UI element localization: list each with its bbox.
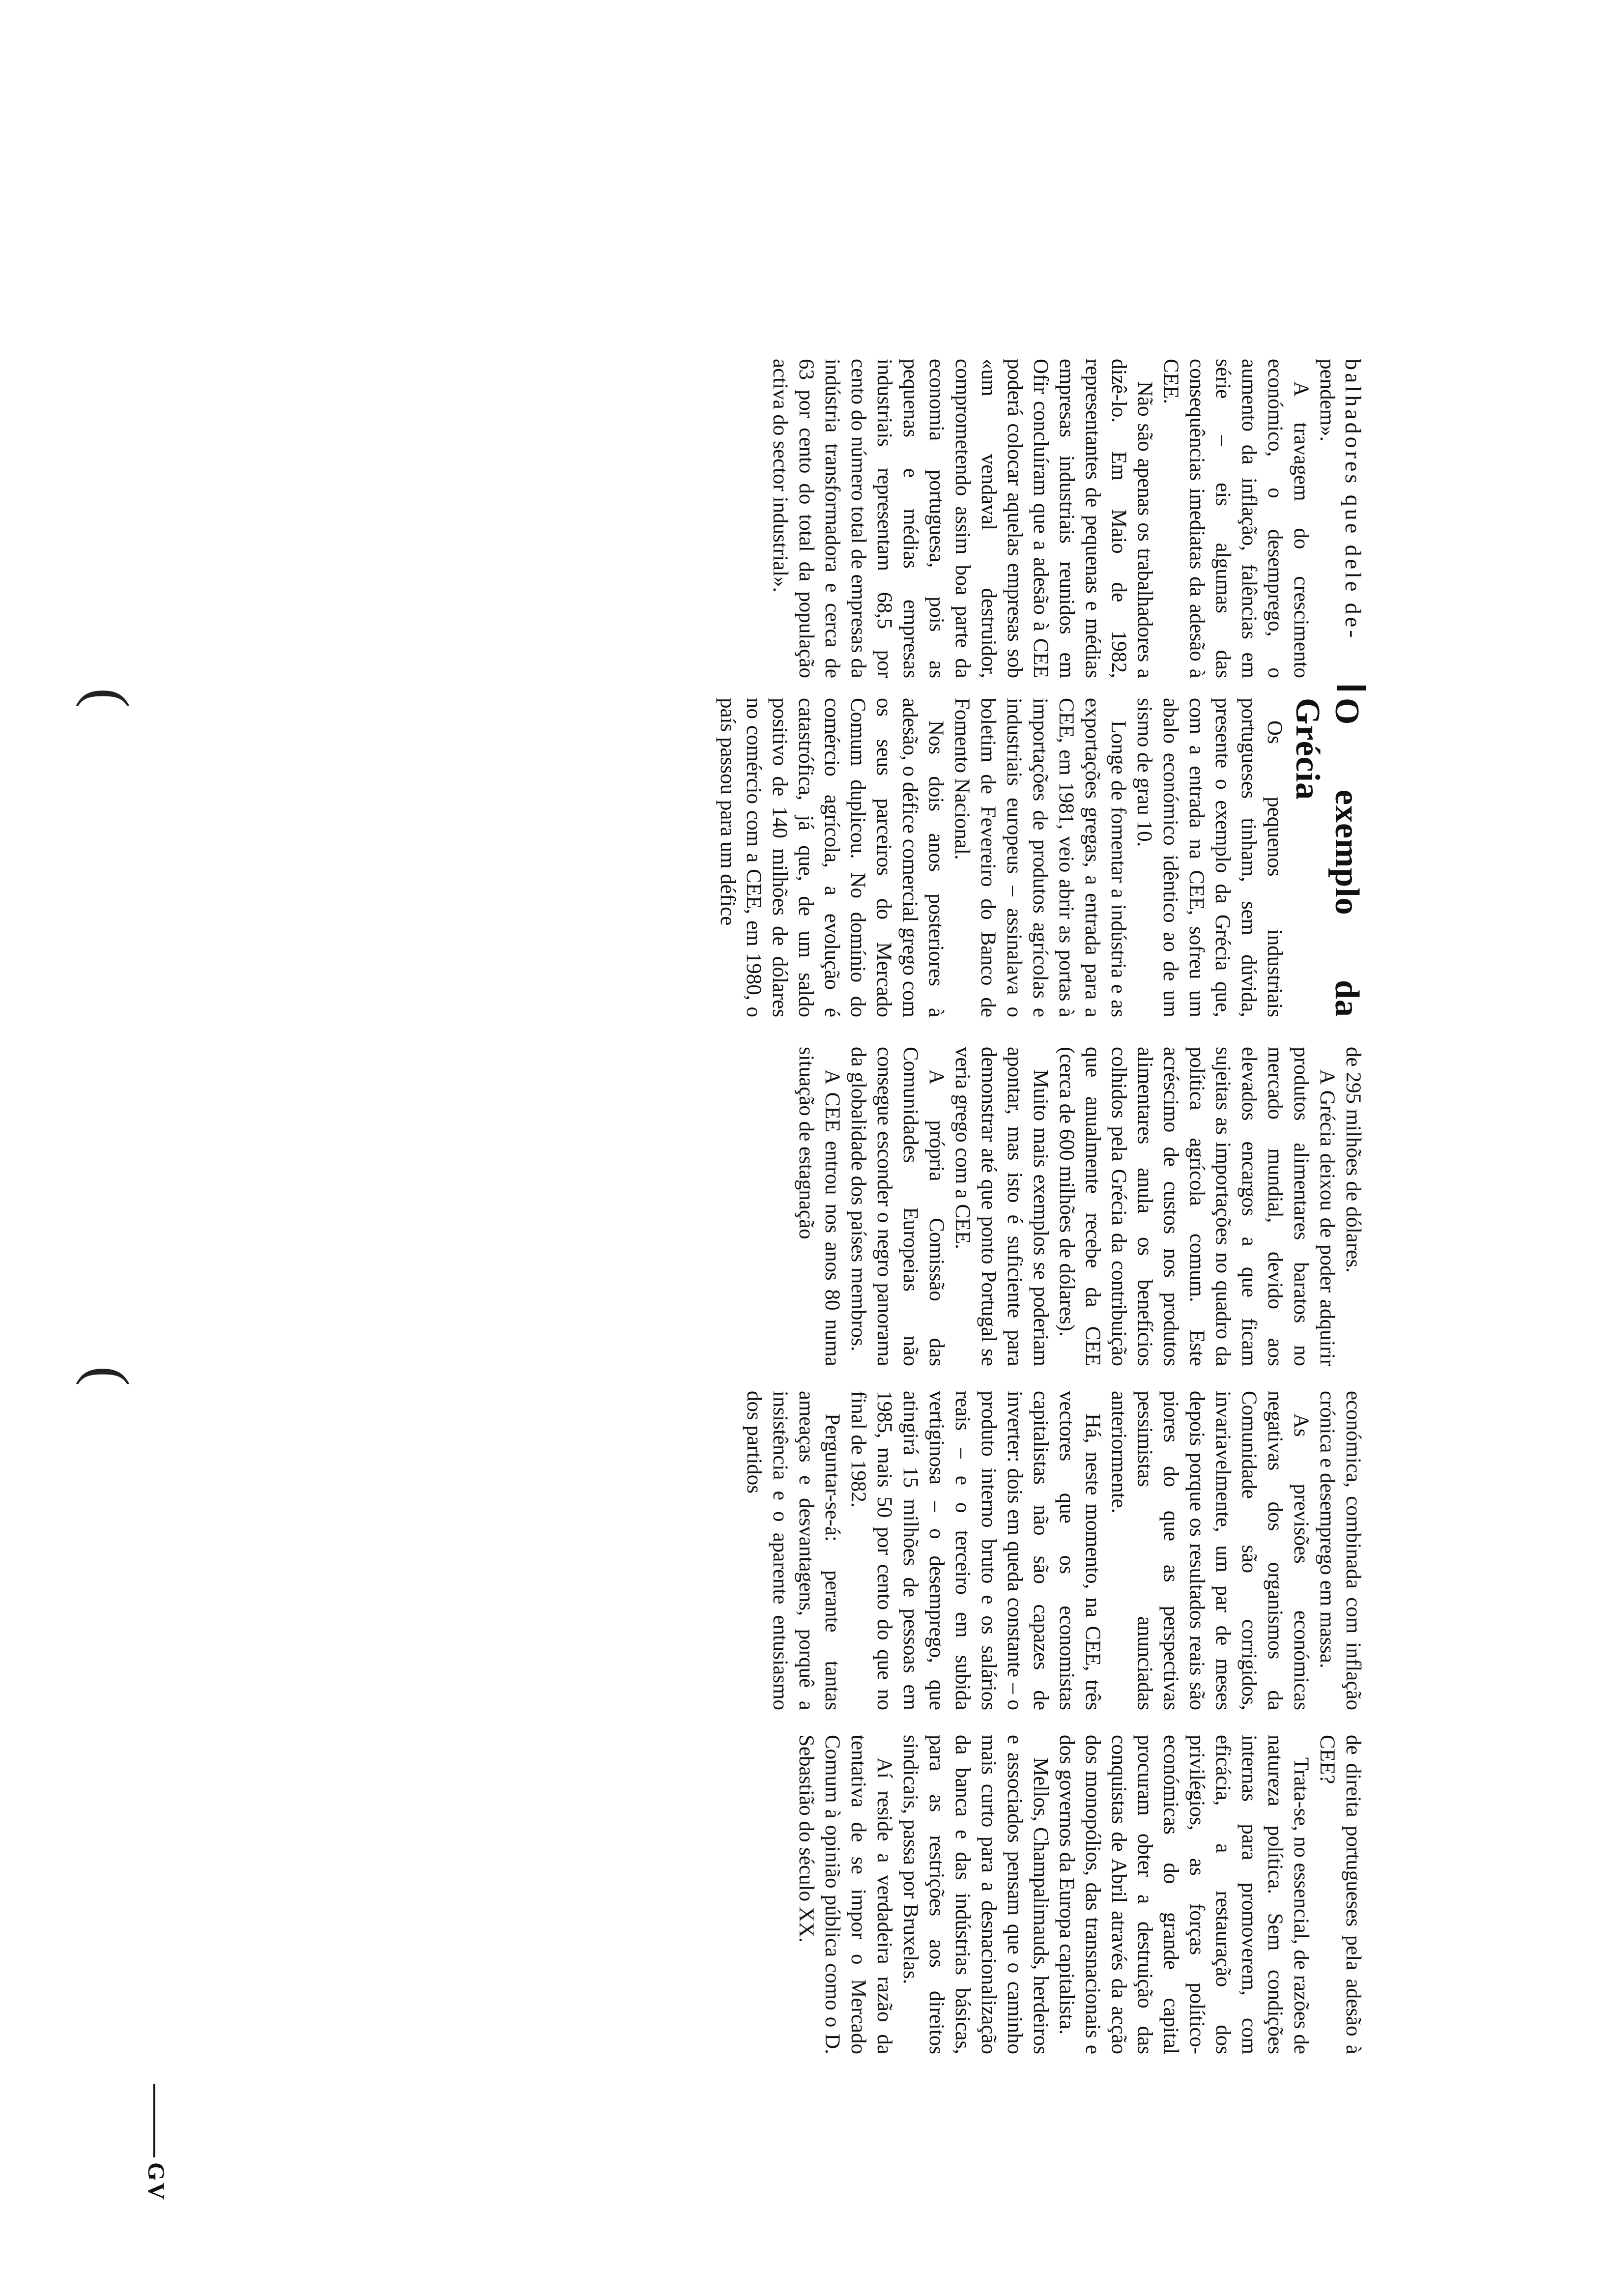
- section-subheading: O exemplo da Grécia: [1289, 698, 1366, 1017]
- paragraph: A própria Comissão das Comunidades Europeias não consegue esconder o negro panorama da globalidade dos países membros.: [847, 1047, 948, 1366]
- column-lead-line: balhadores que dele de-: [1341, 359, 1366, 641]
- paragraph: Aí reside a verdadeira razão da tentativa de se impor o Mercado Comum à opinião pública como o D. Sebastião do século XX.: [795, 1735, 896, 2054]
- article-column-2: [715, 698, 1366, 1017]
- paragraph: Longe de fomentar a indústria e as exportações gregas, a entrada para a CEE, em 1981, veio abrir as portas à importações de produtos agrícolas e industriais europeus – assinalava o boletim de Fevereiro do Banco de Fomento Nacional.: [950, 698, 1130, 1017]
- signature-rule: [153, 2084, 155, 2157]
- paragraph: Muito mais exemplos se poderiam apontar, mas isto é suficiente para demonstrar até que ponto Portugal se veria grego com a CEE.: [951, 1047, 1052, 1366]
- paragraph: de direita portugueses pela adesão à CEE?: [1316, 1735, 1365, 2054]
- paragraph: de 295 milhões de dólares.: [1342, 1047, 1365, 1273]
- article-column-5: [793, 1735, 1366, 2054]
- paragraph: A Grécia deixou de poder adquirir produtos alimentares baratos no mercado mundial, devido aos elevados encargos a que ficam sujeitas as importações no quadro da política agrícola comum. Este acréscimo de custos nos produtos alimentares anula os benefícios colhidos pela Grécia da contribuição que anualmente recebe da CEE (cerca de 600 milhões de dólares).: [1055, 1047, 1339, 1366]
- paragraph: Nos dois anos posteriores à adesão, o défice comercial grego com os seus parceiros do Mercado Comum duplicou. No domínio do comércio agrícola, a evolução é catastrófica, já que, de um saldo positivo de 140 milhões de dólares no comércio com a CEE, em 1980, o país passou para um défice: [716, 698, 948, 1017]
- newspaper-clipping: [29, 344, 1366, 2202]
- paragraph: A CEE entrou nos anos 80 numa situação de estagnação: [795, 1047, 844, 1366]
- scan-crop-mark: (: [76, 1366, 141, 1386]
- paragraph: Os pequenos industriais portugueses tinham, sem dúvida, presente o exemplo da Grécia que, com a entrada na CEE, sofreu um abalo económico idêntico ao de um sismo de grau 10.: [1133, 698, 1286, 1017]
- paragraph: Trata-se, no essencial, de razões de natureza política. Sem condições internas para promoverem, com eficácia, a restauração dos privilégios, as forças político-económicas do grande capital procuram obter a destruição das conquistas de Abril através da acção dos monopólios, das transnacionais e dos governos da Europa capitalista.: [1055, 1735, 1313, 2054]
- paragraph: económica, combinada com inflação crónica e desemprego em massa.: [1316, 1391, 1365, 1710]
- paragraph: Há, neste momento, na CEE, três vectores que os economistas capitalistas não são capazes de inverter: dois em queda constante – o produto interno bruto e os salários reais – e o terceiro em subida vertiginosa – o desemprego, que atingirá 15 milhões de pessoas em 1985, mais 50 por cento do que no final de 1982.: [847, 1391, 1104, 1710]
- author-signature: GV: [143, 2162, 169, 2202]
- paragraph: Não são apenas os trabalhadores a dizê-lo. Em Maio de 1982, representantes de pequenas e médias empresas industriais reunidos em Ofir concluíram que a adesão à CEE poderá colocar aquelas empresas sob «um vendaval destruidor, comprometendo assim boa parte da economia portuguesa, pois as pequenas e médias empresas industriais representam 68,5 por cento do número total de empresas da indústria transformadora e cerca de 63 por cento do total da população activa do sector industrial».: [769, 359, 1156, 678]
- article-column-1: [767, 359, 1366, 678]
- article-column-4: [741, 1391, 1366, 1710]
- paragraph: Mellos, Champalimauds, herdeiros e associados pensam que o caminho mais curto para a desnacionalização da banca e das indústrias básicas, para as restrições aos direitos sindicais, passa por Bruxelas.: [899, 1735, 1052, 2054]
- scan-crop-mark: (: [76, 688, 141, 708]
- paragraph: pendem».: [1316, 359, 1339, 442]
- paragraph: A travagem do crescimento económico, o desemprego, o aumento da inflação, falências em série – eis algumas das consequências imediatas da adesão à CEE.: [1159, 359, 1313, 678]
- paragraph: As previsões económicas negativas dos organismos da Comunidade são corrigidos, invariavelmente, um par de meses depois porque os resultados reais são piores do que as perspectivas pessimistas anunciadas anteriormente.: [1107, 1391, 1313, 1710]
- paragraph: Perguntar-se-á: perante tantas ameaças e desvantagens, porquê a insistência e o aparente entusiasmo dos partidos: [743, 1391, 844, 1710]
- article-column-3: [793, 1047, 1366, 1366]
- column-rule: [1337, 686, 1366, 690]
